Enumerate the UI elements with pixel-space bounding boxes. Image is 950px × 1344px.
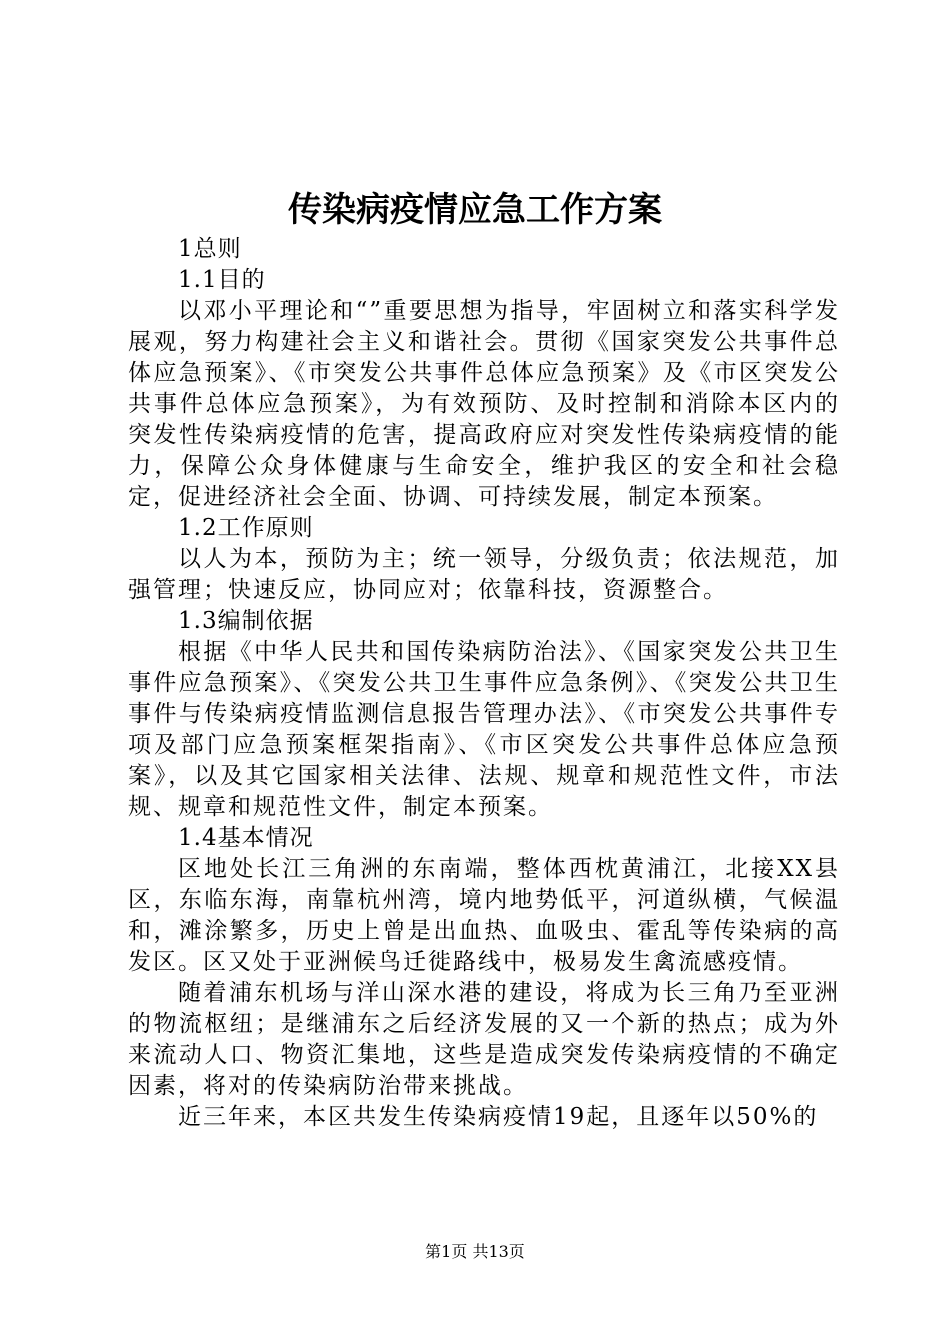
paragraph: 区地处长江三角洲的东南端，整体西枕黄浦江，北接XX县区，东临东海，南靠杭州湾，境内地势低平，河道纵横，气候温和，滩涂繁多，历史上曾是出血热、血吸虫、霍乱等传染病的高发区。区又处于亚洲候鸟迁徙路线中，极易发生禽流感疫情。 (128, 856, 840, 975)
paragraph: 以人为本，预防为主；统一领导，分级负责；依法规范，加强管理；快速反应，协同应对；依靠科技，资源整合。 (128, 546, 840, 603)
section-heading: 1.2工作原则 (178, 515, 314, 541)
section-heading: 1.1目的 (178, 267, 266, 293)
document-body (128, 234, 840, 1133)
page-footer: 第1页 共13页 (425, 1242, 525, 1261)
document-title: 传染病疫情应急工作方案 (288, 190, 662, 230)
paragraph: 根据《中华人民共和国传染病防治法》、《国家突发公共卫生事件应急预案》、《突发公共卫生事件应急条例》、《突发公共卫生事件与传染病疫情监测信息报告管理办法》、《市突发公共事件专项及部门应急预案框架指南》、《市区突发公共事件总体应急预案》，以及其它国家相关法律、法规、规章和规范性文件，市法规、规章和规范性文件，制定本预案。 (128, 639, 840, 820)
section-heading: 1.4基本情况 (178, 825, 314, 851)
section-heading: 1总则 (178, 236, 242, 262)
paragraph: 近三年来，本区共发生传染病疫情19起，且逐年以50%的 (178, 1104, 819, 1130)
paragraph: 以邓小平理论和“”重要思想为指导，牢固树立和落实科学发展观，努力构建社会主义和谐社会。贯彻《国家突发公共事件总体应急预案》、《市突发公共事件总体应急预案》及《市区突发公共事件总体应急预案》，为有效预防、及时控制和消除本区内的突发性传染病疫情的危害，提高政府应对突发性传染病疫情的能力，保障公众身体健康与生命安全，维护我区的安全和社会稳定，促进经济社会全面、协调、可持续发展，制定本预案。 (128, 298, 840, 510)
paragraph: 随着浦东机场与洋山深水港的建设，将成为长三角乃至亚洲的物流枢纽；是继浦东之后经济发展的又一个新的热点；成为外来流动人口、物资汇集地，这些是造成突发传染病疫情的不确定因素，将对的传染病防治带来挑战。 (128, 980, 840, 1099)
section-heading: 1.3编制依据 (178, 608, 314, 634)
